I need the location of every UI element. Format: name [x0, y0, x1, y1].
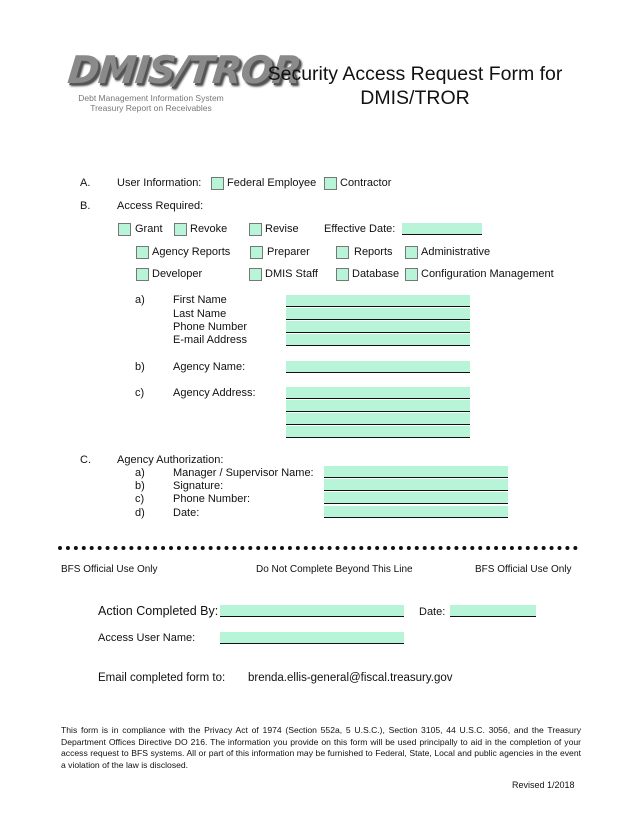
logo-subtitle-1: Debt Management Information System: [78, 93, 224, 103]
preparer-label: Preparer: [267, 246, 310, 258]
grant-checkbox[interactable]: [118, 223, 131, 236]
auth-date-field[interactable]: [324, 506, 508, 518]
dmis-staff-label: DMIS Staff: [265, 268, 318, 280]
preparer-checkbox[interactable]: [250, 246, 263, 259]
grant-label: Grant: [135, 223, 163, 235]
revoke-label: Revoke: [190, 223, 228, 235]
revised-date: Revised 1/2018: [512, 780, 575, 790]
configuration-management-checkbox[interactable]: [405, 268, 418, 281]
action-completed-field[interactable]: [220, 605, 404, 617]
contractor-checkbox[interactable]: [324, 177, 337, 190]
contractor-label: Contractor: [340, 177, 392, 189]
title-line-1: Security Access Request Form for: [267, 63, 563, 85]
last-name-field[interactable]: [286, 308, 470, 320]
phone-number-label: Phone Number: [173, 321, 247, 333]
first-name-field[interactable]: [286, 295, 470, 307]
auth-date-label: Date:: [173, 507, 200, 519]
auth-c-letter: c): [135, 493, 145, 505]
developer-checkbox[interactable]: [136, 268, 149, 281]
agency-reports-label: Agency Reports: [152, 246, 231, 258]
privacy-act-notice: This form is in compliance with the Privacy Act of 1974 (Section 552a, 5 U.S.C.), Section 3105, 44 U.S.C. 3056, and the Treasury Department Offices Directive DO 216. The information you provide on this form will be used principally to aid in the completion of your access request to BFS systems. All or part of this information may be furnished to Federal, State, Local and public agencies in the event a violation of the law is disclosed.: [61, 725, 581, 770]
section-b-letter: B.: [80, 200, 91, 212]
agency-reports-checkbox[interactable]: [136, 246, 149, 259]
auth-b-letter: b): [135, 480, 145, 492]
agency-name-label: Agency Name:: [173, 361, 246, 373]
official-date-field[interactable]: [450, 605, 536, 617]
do-not-complete-notice: Do Not Complete Beyond This Line: [256, 564, 413, 575]
signature-label: Signature:: [173, 480, 224, 492]
agency-address-field-2[interactable]: [286, 400, 470, 412]
agency-authorization-label: Agency Authorization:: [117, 454, 224, 466]
effective-date-label: Effective Date:: [324, 223, 396, 235]
access-user-name-field[interactable]: [220, 632, 404, 644]
signature-field[interactable]: [324, 479, 508, 491]
agency-address-field-4[interactable]: [286, 426, 470, 438]
revise-label: Revise: [265, 223, 299, 235]
agency-address-label: Agency Address:: [173, 387, 256, 399]
section-a-letter: A.: [80, 177, 91, 189]
auth-a-letter: a): [135, 467, 145, 479]
revoke-checkbox[interactable]: [174, 223, 187, 236]
agency-address-field-3[interactable]: [286, 413, 470, 425]
agency-address-field-1[interactable]: [286, 387, 470, 399]
auth-phone-field[interactable]: [324, 492, 508, 504]
action-completed-label: Action Completed By:: [98, 604, 219, 618]
reports-label: Reports: [354, 246, 393, 258]
auth-phone-label: Phone Number:: [173, 493, 251, 505]
email-form-label: Email completed form to:: [98, 672, 226, 684]
dmis-tror-logo: [65, 48, 303, 118]
federal-employee-label: Federal Employee: [227, 177, 317, 189]
item-c-letter: c): [135, 387, 145, 399]
section-c-letter: C.: [80, 454, 91, 466]
federal-employee-checkbox[interactable]: [211, 177, 224, 190]
email-address-label: E-mail Address: [173, 334, 247, 346]
item-b-letter: b): [135, 361, 145, 373]
manager-name-label: Manager / Supervisor Name:: [173, 467, 314, 479]
official-use-left: BFS Official Use Only: [61, 564, 158, 575]
database-checkbox[interactable]: [336, 268, 349, 281]
email-form-address[interactable]: brenda.ellis-general@fiscal.treasury.gov: [248, 672, 453, 684]
dmis-staff-checkbox[interactable]: [249, 268, 262, 281]
administrative-label: Administrative: [421, 246, 491, 258]
logo-text: DMIS/TROR: [65, 48, 303, 92]
logo-subtitle-2: Treasury Report on Receivables: [90, 103, 212, 113]
access-user-name-label: Access User Name:: [98, 632, 196, 644]
manager-name-field[interactable]: [324, 466, 508, 478]
configuration-management-label: Configuration Management: [421, 268, 554, 280]
agency-name-field[interactable]: [286, 361, 470, 373]
phone-number-field[interactable]: [286, 321, 470, 333]
reports-checkbox[interactable]: [336, 246, 349, 259]
official-date-label: Date:: [419, 606, 446, 618]
user-information-label: User Information:: [117, 177, 202, 189]
revise-checkbox[interactable]: [249, 223, 262, 236]
auth-d-letter: d): [135, 507, 145, 519]
effective-date-field[interactable]: [402, 223, 482, 235]
title-line-2: DMIS/TROR: [360, 87, 470, 109]
dotted-divider: [58, 546, 578, 550]
database-label: Database: [352, 268, 400, 280]
first-name-label: First Name: [173, 294, 227, 306]
page-title: [250, 62, 580, 110]
administrative-checkbox[interactable]: [405, 246, 418, 259]
access-required-label: Access Required:: [117, 200, 204, 212]
last-name-label: Last Name: [173, 308, 227, 320]
item-a-letter: a): [135, 294, 145, 306]
email-address-field[interactable]: [286, 334, 470, 346]
official-use-right: BFS Official Use Only: [475, 564, 572, 575]
developer-label: Developer: [152, 268, 203, 280]
